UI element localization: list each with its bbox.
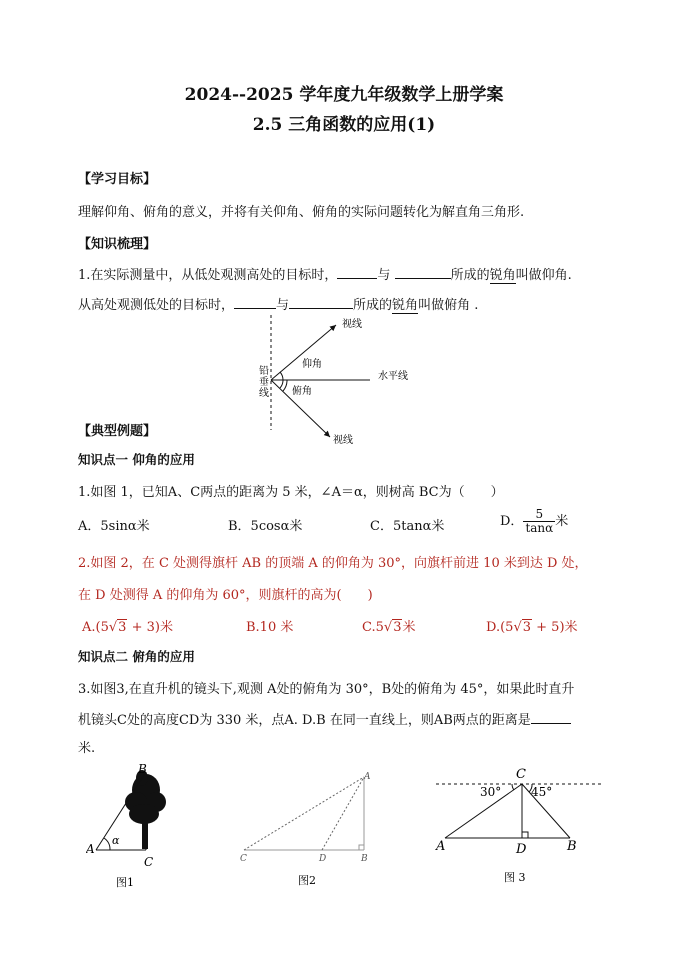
q2-option-c[interactable]: C.5√3米 (362, 620, 416, 635)
label-b: B (138, 762, 147, 776)
plumb-label: 铅 (259, 366, 269, 377)
horizontal-label: 水平线 (378, 371, 408, 382)
answer-blank[interactable] (234, 295, 276, 309)
question-3-line-3: 米. (78, 741, 96, 756)
line-ca (244, 777, 364, 850)
question-3-line-2: 机镜头C处的高度CD为 330 米，点A. D.B 在同一直线上，则AB两点的距离是 (78, 709, 571, 728)
figure-1 (86, 760, 176, 890)
figure-3-caption: 图 3 (504, 871, 526, 884)
lesson-title: 2.5 三角函数的应用(1) (252, 115, 436, 135)
answer-blank[interactable] (531, 710, 571, 724)
q1-option-c[interactable]: C．5tanα米 (370, 519, 445, 534)
sight-line-bottom-label: 视线 (333, 435, 353, 446)
examples-heading: 【典型例题】 (78, 424, 157, 439)
depression-arc (280, 380, 283, 388)
label-b: B (361, 854, 368, 864)
q1-option-b[interactable]: B．5cosα米 (228, 519, 303, 534)
label-c: C (144, 855, 154, 869)
figure-1-caption: 图1 (116, 876, 134, 889)
q2-option-a[interactable]: A.(5√3 + 3)米 (82, 620, 173, 635)
label-a: A (364, 772, 371, 782)
elevation-label: 仰角 (302, 359, 322, 370)
tree-trunk (142, 815, 148, 849)
q1-option-d[interactable]: D． $\frac{5}{\tan\alpha}$ 米 (500, 507, 569, 535)
label-d: D (319, 854, 327, 864)
knowledge-point-2: 知识点二 俯角的应用 (78, 649, 195, 664)
elevation-arc (280, 372, 283, 380)
angle-arc-30 (512, 784, 514, 790)
right-angle-mark (359, 845, 364, 850)
question-3-line-1: 3.如图3,在直升机的镜头下,观测 A处的俯角为 30°，B处的俯角为 45°，如果此时直升 (78, 682, 575, 697)
question-2-line-2: 在 D 处测得 A 的仰角为 60°，则旗杆的高为( ) (78, 588, 373, 603)
alpha-arc (104, 838, 110, 850)
q1-option-a[interactable]: A．5sinα米 (78, 519, 150, 534)
line-da (322, 777, 364, 850)
answer-blank[interactable] (395, 265, 451, 279)
figure-2 (234, 765, 384, 890)
question-1: 1.如图 1，已知A、C两点的距离为 5 米，∠A＝α，则树高 BC为（ ） (78, 485, 504, 500)
review-line-2: 从高处观测低处的目标时， 与 所成的锐角叫做俯角 . (78, 294, 478, 313)
depression-arc (283, 380, 287, 391)
angle-45-label: 45° (531, 785, 553, 799)
answer-blank[interactable] (289, 295, 353, 309)
objectives-text: 理解仰角、俯角的意义，并将有关仰角、俯角的实际问题转化为解直角三角形. (78, 205, 525, 220)
knowledge-point-1: 知识点一 仰角的应用 (78, 452, 195, 467)
objectives-heading: 【学习目标】 (78, 172, 157, 187)
label-alpha: α (112, 834, 120, 847)
figure-2-caption: 图2 (298, 874, 316, 887)
angle-30-label: 30° (480, 785, 502, 799)
label-c: C (516, 767, 526, 782)
plumb-label: 垂 (259, 377, 269, 388)
q2-option-b[interactable]: B.10 米 (246, 620, 294, 635)
answer-blank[interactable] (337, 265, 377, 279)
label-c: C (240, 854, 247, 864)
fraction: $\frac{5}{\tan\alpha}$ (525, 507, 554, 535)
sight-line-top-label: 视线 (342, 319, 362, 330)
q2-option-d[interactable]: D.(5√3 + 5)米 (486, 620, 578, 635)
angle-diagram (250, 310, 430, 450)
document-title: 2024--2025 学年度九年级数学上册学案 (184, 85, 504, 105)
figure-3 (430, 760, 610, 890)
review-line-1: 1.在实际测量中，从低处观测高处的目标时， 与 所成的锐角叫做仰角. (78, 264, 572, 283)
question-2-line-1: 2.如图 2，在 C 处测得旗杆 AB 的顶端 A 的仰角为 30°，向旗杆前进 10 米到达 D 处， (78, 556, 588, 571)
plumb-label: 线 (259, 388, 269, 399)
review-heading: 【知识梳理】 (78, 237, 157, 252)
label-a: A (436, 839, 446, 854)
right-angle-mark (522, 832, 528, 838)
sight-line-up (271, 325, 336, 380)
label-a: A (86, 842, 95, 856)
label-b: B (567, 839, 577, 854)
depression-label: 俯角 (292, 386, 312, 397)
label-d: D (516, 842, 527, 857)
